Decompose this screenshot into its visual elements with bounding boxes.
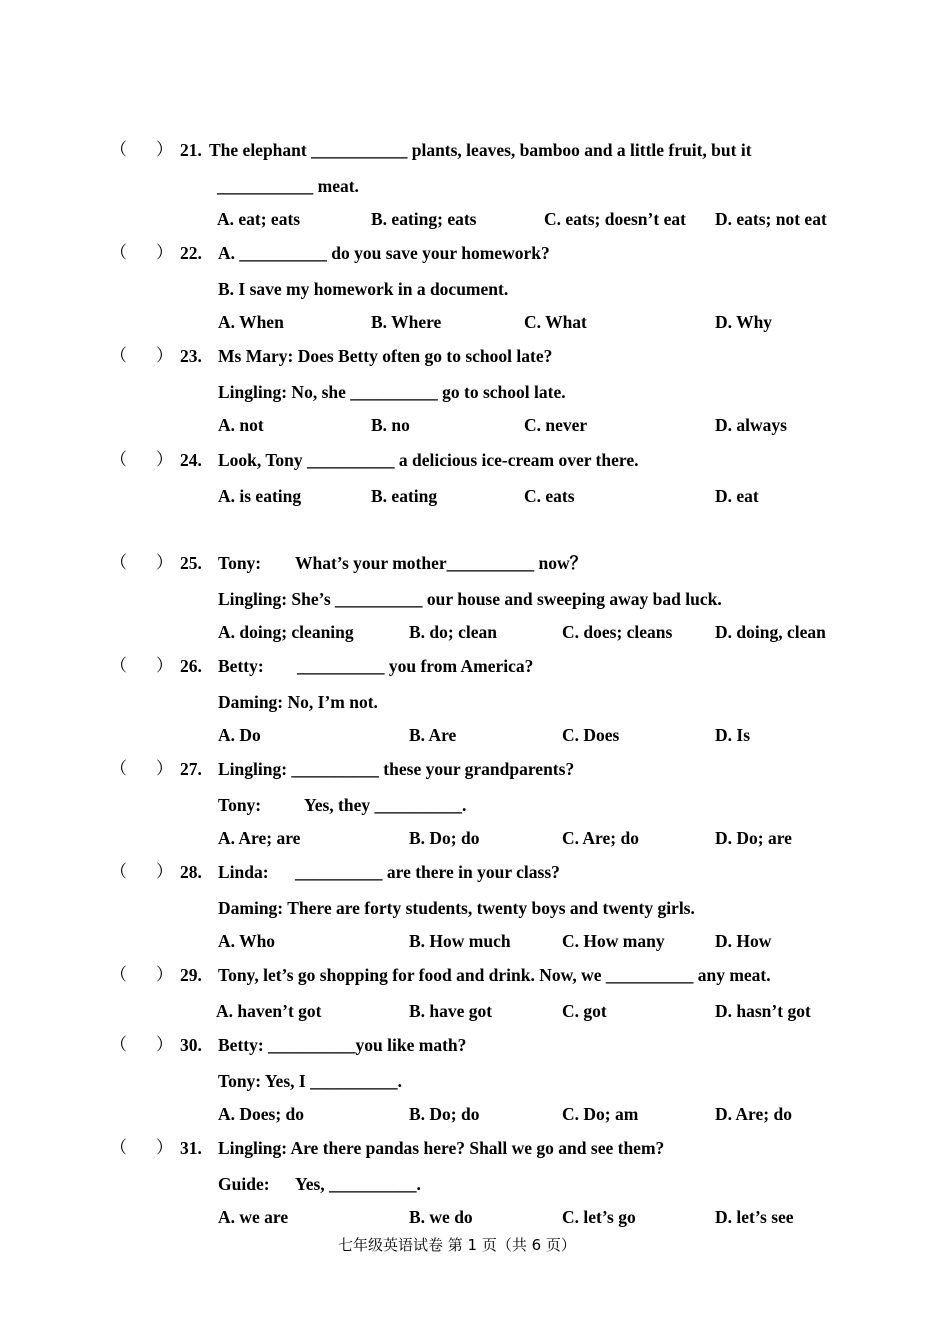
question-text: Look, Tony __________ a delicious ice-cream over there. (218, 450, 639, 470)
question-number: 26. (180, 656, 202, 676)
option-d: D. doing, clean (715, 622, 826, 642)
option-a: A. haven’t got (216, 1001, 322, 1021)
question-text: Tony: Yes, I __________. (218, 1071, 402, 1091)
question-text: Lingling: She’s __________ our house and sweeping away bad luck. (218, 589, 722, 609)
option-c: C. never (524, 415, 588, 435)
option-b: B. do; clean (409, 622, 497, 642)
question-number: 28. (180, 862, 202, 882)
answer-paren-close: ） (156, 965, 173, 984)
answer-paren-close: ） (156, 140, 173, 159)
answer-paren-open: （ (110, 450, 127, 469)
question-number: 23. (180, 346, 202, 366)
option-d: D. Do; are (715, 828, 792, 848)
option-b: B. Do; do (409, 1104, 480, 1124)
option-d: D. let’s see (715, 1207, 794, 1227)
question-number: 25. (180, 553, 202, 573)
question-text: The elephant ___________ plants, leaves, bamboo and a little fruit, but it (209, 140, 752, 160)
option-d: D. How (715, 931, 772, 951)
question-number: 24. (180, 450, 202, 470)
answer-paren-open: （ (110, 1035, 127, 1054)
answer-paren-close: ） (156, 450, 173, 469)
question-number: 30. (180, 1035, 202, 1055)
option-d: D. Is (715, 725, 751, 745)
answer-paren-open: （ (110, 862, 127, 881)
answer-paren-open: （ (110, 553, 127, 572)
answer-paren-open: （ (110, 1138, 127, 1157)
option-c: C. Do; am (562, 1104, 639, 1124)
option-c: C. got (562, 1001, 607, 1021)
option-c: C. Does (562, 725, 620, 745)
answer-paren-close: ） (156, 759, 173, 778)
page-footer: 七年级英语试卷 第 1 页（共 6 页） (338, 1236, 576, 1254)
question-text: Lingling: Are there pandas here? Shall we go and see them? (218, 1138, 665, 1158)
option-b: B. we do (409, 1207, 473, 1227)
option-c: C. Are; do (562, 828, 639, 848)
answer-paren-open: （ (110, 346, 127, 365)
question-text: ___________ meat. (217, 176, 359, 196)
option-b: B. Are (409, 725, 457, 745)
answer-paren-open: （ (110, 965, 127, 984)
speaker-label: Guide: (218, 1174, 270, 1194)
option-c: C. let’s go (562, 1207, 636, 1227)
option-a: A. doing; cleaning (218, 622, 354, 642)
option-d: D. eats; not eat (715, 209, 827, 229)
question-text: Lingling: No, she __________ go to school late. (218, 382, 566, 402)
question-text: Betty: __________you like math? (218, 1035, 467, 1055)
option-a: A. we are (218, 1207, 289, 1227)
option-b: B. have got (409, 1001, 493, 1021)
question-number: 31. (180, 1138, 202, 1158)
speaker-label: Betty: (218, 656, 264, 676)
question-number: 29. (180, 965, 202, 985)
option-c: C. eats; doesn’t eat (544, 209, 686, 229)
question-text: __________ are there in your class? (295, 862, 560, 882)
option-a: A. When (218, 312, 284, 332)
question-number: 21. (180, 140, 202, 160)
answer-paren-open: （ (110, 656, 127, 675)
option-d: D. always (715, 415, 787, 435)
option-d: D. hasn’t got (715, 1001, 811, 1021)
question-text: Yes, they __________. (304, 795, 467, 815)
answer-paren-close: ） (156, 243, 173, 262)
answer-paren-open: （ (110, 759, 127, 778)
option-a: A. not (218, 415, 264, 435)
question-number: 27. (180, 759, 202, 779)
speaker-label: Linda: (218, 862, 269, 882)
question-text: __________ you from America? (297, 656, 534, 676)
question-text: What’s your mother__________ now？ (295, 553, 588, 573)
option-a: A. Do (218, 725, 261, 745)
option-a: A. eat; eats (217, 209, 301, 229)
option-b: B. no (371, 415, 410, 435)
option-a: A. is eating (218, 486, 302, 506)
option-b: B. eating (371, 486, 438, 506)
option-a: A. Who (218, 931, 276, 951)
answer-paren-open: （ (110, 140, 127, 159)
option-d: D. eat (715, 486, 759, 506)
answer-paren-close: ） (156, 1138, 173, 1157)
answer-paren-open: （ (110, 243, 127, 262)
answer-paren-close: ） (156, 1035, 173, 1054)
option-a: A. Does; do (218, 1104, 305, 1124)
question-text: Yes, __________. (295, 1174, 421, 1194)
option-b: B. How much (409, 931, 511, 951)
option-c: C. eats (524, 486, 575, 506)
question-text: Tony, let’s go shopping for food and drink. Now, we __________ any meat. (218, 965, 771, 985)
option-c: C. What (524, 312, 587, 332)
option-d: D. Are; do (715, 1104, 792, 1124)
answer-paren-close: ） (156, 553, 173, 572)
answer-paren-close: ） (156, 346, 173, 365)
question-text: B. I save my homework in a document. (218, 279, 509, 299)
question-text: Lingling: __________ these your grandparents? (218, 759, 575, 779)
answer-paren-close: ） (156, 862, 173, 881)
option-b: B. Do; do (409, 828, 480, 848)
speaker-label: Tony: (218, 795, 262, 815)
option-b: B. eating; eats (371, 209, 477, 229)
question-text: Ms Mary: Does Betty often go to school late? (218, 346, 553, 366)
speaker-label: Tony: (218, 553, 262, 573)
question-text: A. __________ do you save your homework? (218, 243, 550, 263)
question-number: 22. (180, 243, 202, 263)
question-text: Daming: No, I’m not. (218, 692, 378, 712)
question-text: Daming: There are forty students, twenty boys and twenty girls. (218, 898, 695, 918)
option-a: A. Are; are (218, 828, 301, 848)
option-b: B. Where (371, 312, 442, 332)
option-c: C. How many (562, 931, 665, 951)
answer-paren-close: ） (156, 656, 173, 675)
option-d: D. Why (715, 312, 773, 332)
option-c: C. does; cleans (562, 622, 673, 642)
